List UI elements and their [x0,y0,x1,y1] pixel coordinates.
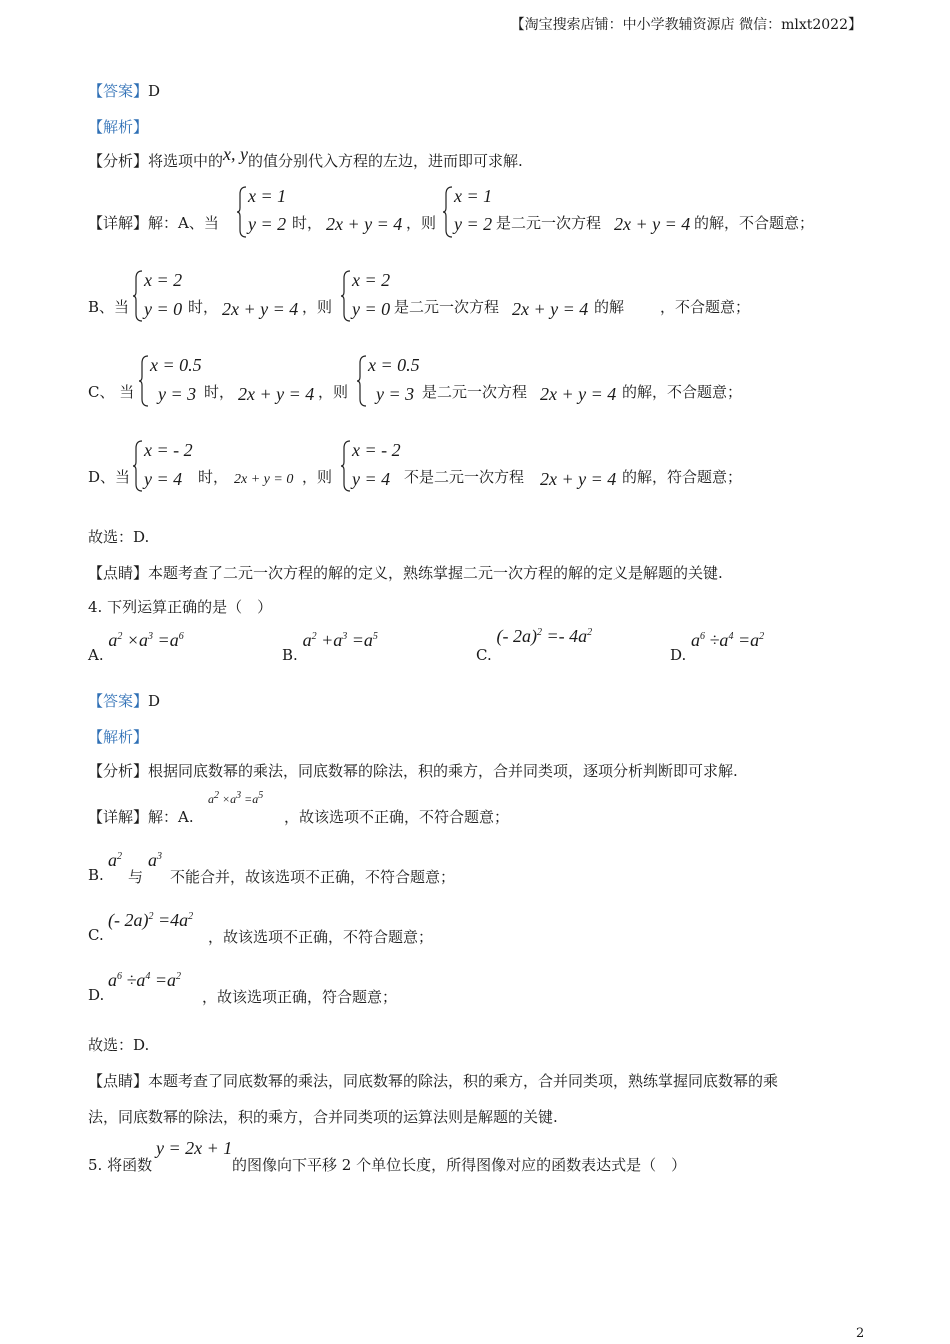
system-a1-y: y = 2 [248,214,287,234]
q3-answer-line [88,80,160,101]
option-b-label: B. [282,646,298,664]
q3-detail-tag-line [88,212,219,233]
detail-a-text: ，故该选项不正确，不符合题意； [284,808,510,826]
option-a-label: A. [88,646,104,664]
analysis-tag: 【解析】 [88,728,149,746]
q4-dianjing-1 [88,1070,778,1091]
system-b2-y: y = 0 [352,299,391,319]
system-a1-x: x = 1 [248,186,287,206]
system-b1-x: x = 2 [144,270,183,290]
page-number: 2 [856,1326,865,1341]
q5-stem-a: 5. 将函数 [88,1156,153,1174]
option-b-formula: $a^2 +a^3 =a^5$ [302,630,378,650]
option-c-label: C. [476,646,492,664]
detail-intro: 解：A. [148,808,194,826]
detail-d-formula: $a^6 \div a^4 =a^2$ [108,970,182,990]
system-c1-x: x = 0.5 [150,355,202,375]
brace-icon [340,270,352,322]
q3-dianjing [88,562,723,583]
system-d1-x: x = - 2 [144,440,193,460]
fenxi-text-b: 的值分别代入方程的左边，进而即可求解. [248,152,523,170]
then-text: ，则 [318,383,349,401]
equation-a2: 2x + y = 4 [614,214,691,234]
not-fit: 不合题意； [739,214,815,232]
system-d1-y: y = 4 [144,469,183,489]
detail-c-formula: (- $2a)^2 =4a^2$ [108,910,194,930]
option-c-formula: (- $2a)^2 =- 4a^2$ [496,626,593,646]
analysis-tag: 【解析】 [88,118,149,136]
shi-text: 时， [204,383,235,401]
detail-b-a2: $a^2$ [108,850,122,870]
not-solution-text: 不是二元一次方程 [404,468,525,486]
q4-detail-a [88,806,194,827]
page-header: 【淘宝搜索店铺：中小学教辅资源店 微信：mlxt2022】 [510,17,862,33]
system-c2-y: y = 3 [376,384,415,404]
then-text: ，则 [302,298,333,316]
q4-answer-line [88,690,160,711]
dianjing-text: 本题考查了二元一次方程的解的定义，熟练掌握二元一次方程的解的定义是解题的关键. [148,564,723,582]
de-jie: 的解， [622,383,668,401]
equation-a1: 2x + y = 4 [326,214,403,234]
brace-icon [132,270,144,322]
equation-c2: 2x + y = 4 [540,384,617,404]
q3-choose: 故选：D. [88,528,150,546]
de-jie: 的解， [694,214,740,232]
equation-d1-small: 2x + y = 0 [234,472,294,487]
detail-b-with: 与 [128,868,144,886]
detail-b-label: B. [88,866,104,884]
brace-icon [236,186,248,238]
brace-icon [138,355,150,407]
detail-intro: 解：A、当 [148,214,219,232]
is-solution-text: 是二元一次方程 [394,298,500,316]
detail-b-text: 不能合并，故该选项不正确，不符合题意； [170,868,456,886]
detail-tag: 【详解】 [88,808,149,826]
answer-value: D [148,692,161,710]
option-d-label: D. [670,646,687,664]
equation-c1: 2x + y = 4 [238,384,315,404]
option-a-formula: $a^2 \times a^3 =a^6$ [108,630,184,650]
q3-fenxi-line [88,144,523,171]
fenxi-text: 根据同底数幂的乘法，同底数幂的除法，积的乘方，合并同类项，逐项分析判断即可求解. [148,762,738,780]
equation-b1: 2x + y = 4 [222,299,299,319]
answer-value: D [148,82,161,100]
fenxi-text-a: 将选项中的 [148,152,224,170]
shi-text: 时， [292,214,323,232]
detail-b-a3: $a^3$ [148,850,162,870]
detail-c-text: ，故该选项不正确，不符合题意； [208,928,434,946]
dianjing-tag: 【点睛】 [88,564,149,582]
q4-stem: 4. 下列运算正确的是（ ） [88,598,273,616]
solution-tail-d [622,466,742,487]
not-fit: 不合题意； [667,383,743,401]
brace-icon [442,186,454,238]
q4-detail-b [88,866,104,884]
brace-icon [356,355,368,407]
not-fit-b: ，不合题意； [660,298,751,316]
q4-fenxi-line [88,760,738,781]
is-solution-text: 是二元一次方程 [422,383,528,401]
label-c: C、 当 [88,383,135,401]
label-b: B、当 [88,298,130,316]
label-d: D、当 [88,468,131,486]
answer-tag: 【答案】 [88,82,149,100]
solution-tail-c [622,381,742,402]
then-text: ，则 [302,468,333,486]
brace-icon [340,440,352,492]
conform: 符合题意； [667,468,743,486]
equation-b2: 2x + y = 4 [512,299,589,319]
dianjing-tag: 【点睛】 [88,1072,149,1090]
q4-detail-d-label: D. [88,986,105,1004]
q4-detail-c-label: C. [88,926,104,944]
fenxi-tag: 【分析】 [88,762,149,780]
fenxi-tag: 【分析】 [88,152,149,170]
system-c2-x: x = 0.5 [368,355,420,375]
shi-text: 时， [198,468,229,486]
then-text: ，则 [406,214,437,232]
option-d-formula: $a^6 \div a^4 =a^2$ [691,630,765,650]
system-d2-y: y = 4 [352,469,391,489]
equation-d2: 2x + y = 4 [540,469,617,489]
de-jie: 的解， [622,468,668,486]
brace-icon [132,440,144,492]
system-c1-y: y = 3 [158,384,197,404]
system-a2-y: y = 2 [454,214,493,234]
q5-function: y = 2x + 1 [156,1138,233,1158]
q4-option-a [88,630,184,664]
q4-choose: 故选：D. [88,1036,150,1054]
shi-text: 时， [188,298,219,316]
q4-option-b [282,630,378,664]
system-a2-x: x = 1 [454,186,493,206]
detail-d-text: ，故该选项正确，符合题意； [202,988,398,1006]
answer-tag: 【答案】 [88,692,149,710]
dianjing-text-1: 本题考查了同底数幂的乘法，同底数幂的除法，积的乘方，合并同类项，熟练掌握同底数幂的乘 [148,1072,779,1090]
de-jie-b: 的解 [594,298,625,316]
system-b1-y: y = 0 [144,299,183,319]
is-solution-text: 是二元一次方程 [496,214,602,232]
fenxi-variables: x, y [223,144,249,164]
q5-stem-b: 的图像向下平移 2 个单位长度，所得图像对应的函数表达式是（ ） [232,1156,687,1174]
q4-option-d [670,630,765,664]
q4-option-c [476,626,593,664]
solution-tail-a [694,212,814,233]
detail-tag: 【详解】 [88,214,149,232]
system-b2-x: x = 2 [352,270,391,290]
detail-a-formula: $a^2 \times a^3 =a^5$ [208,790,264,806]
system-d2-x: x = - 2 [352,440,401,460]
q4-dianjing-2: 法，同底数幂的除法，积的乘方，合并同类项的运算法则是解题的关键. [88,1108,558,1126]
